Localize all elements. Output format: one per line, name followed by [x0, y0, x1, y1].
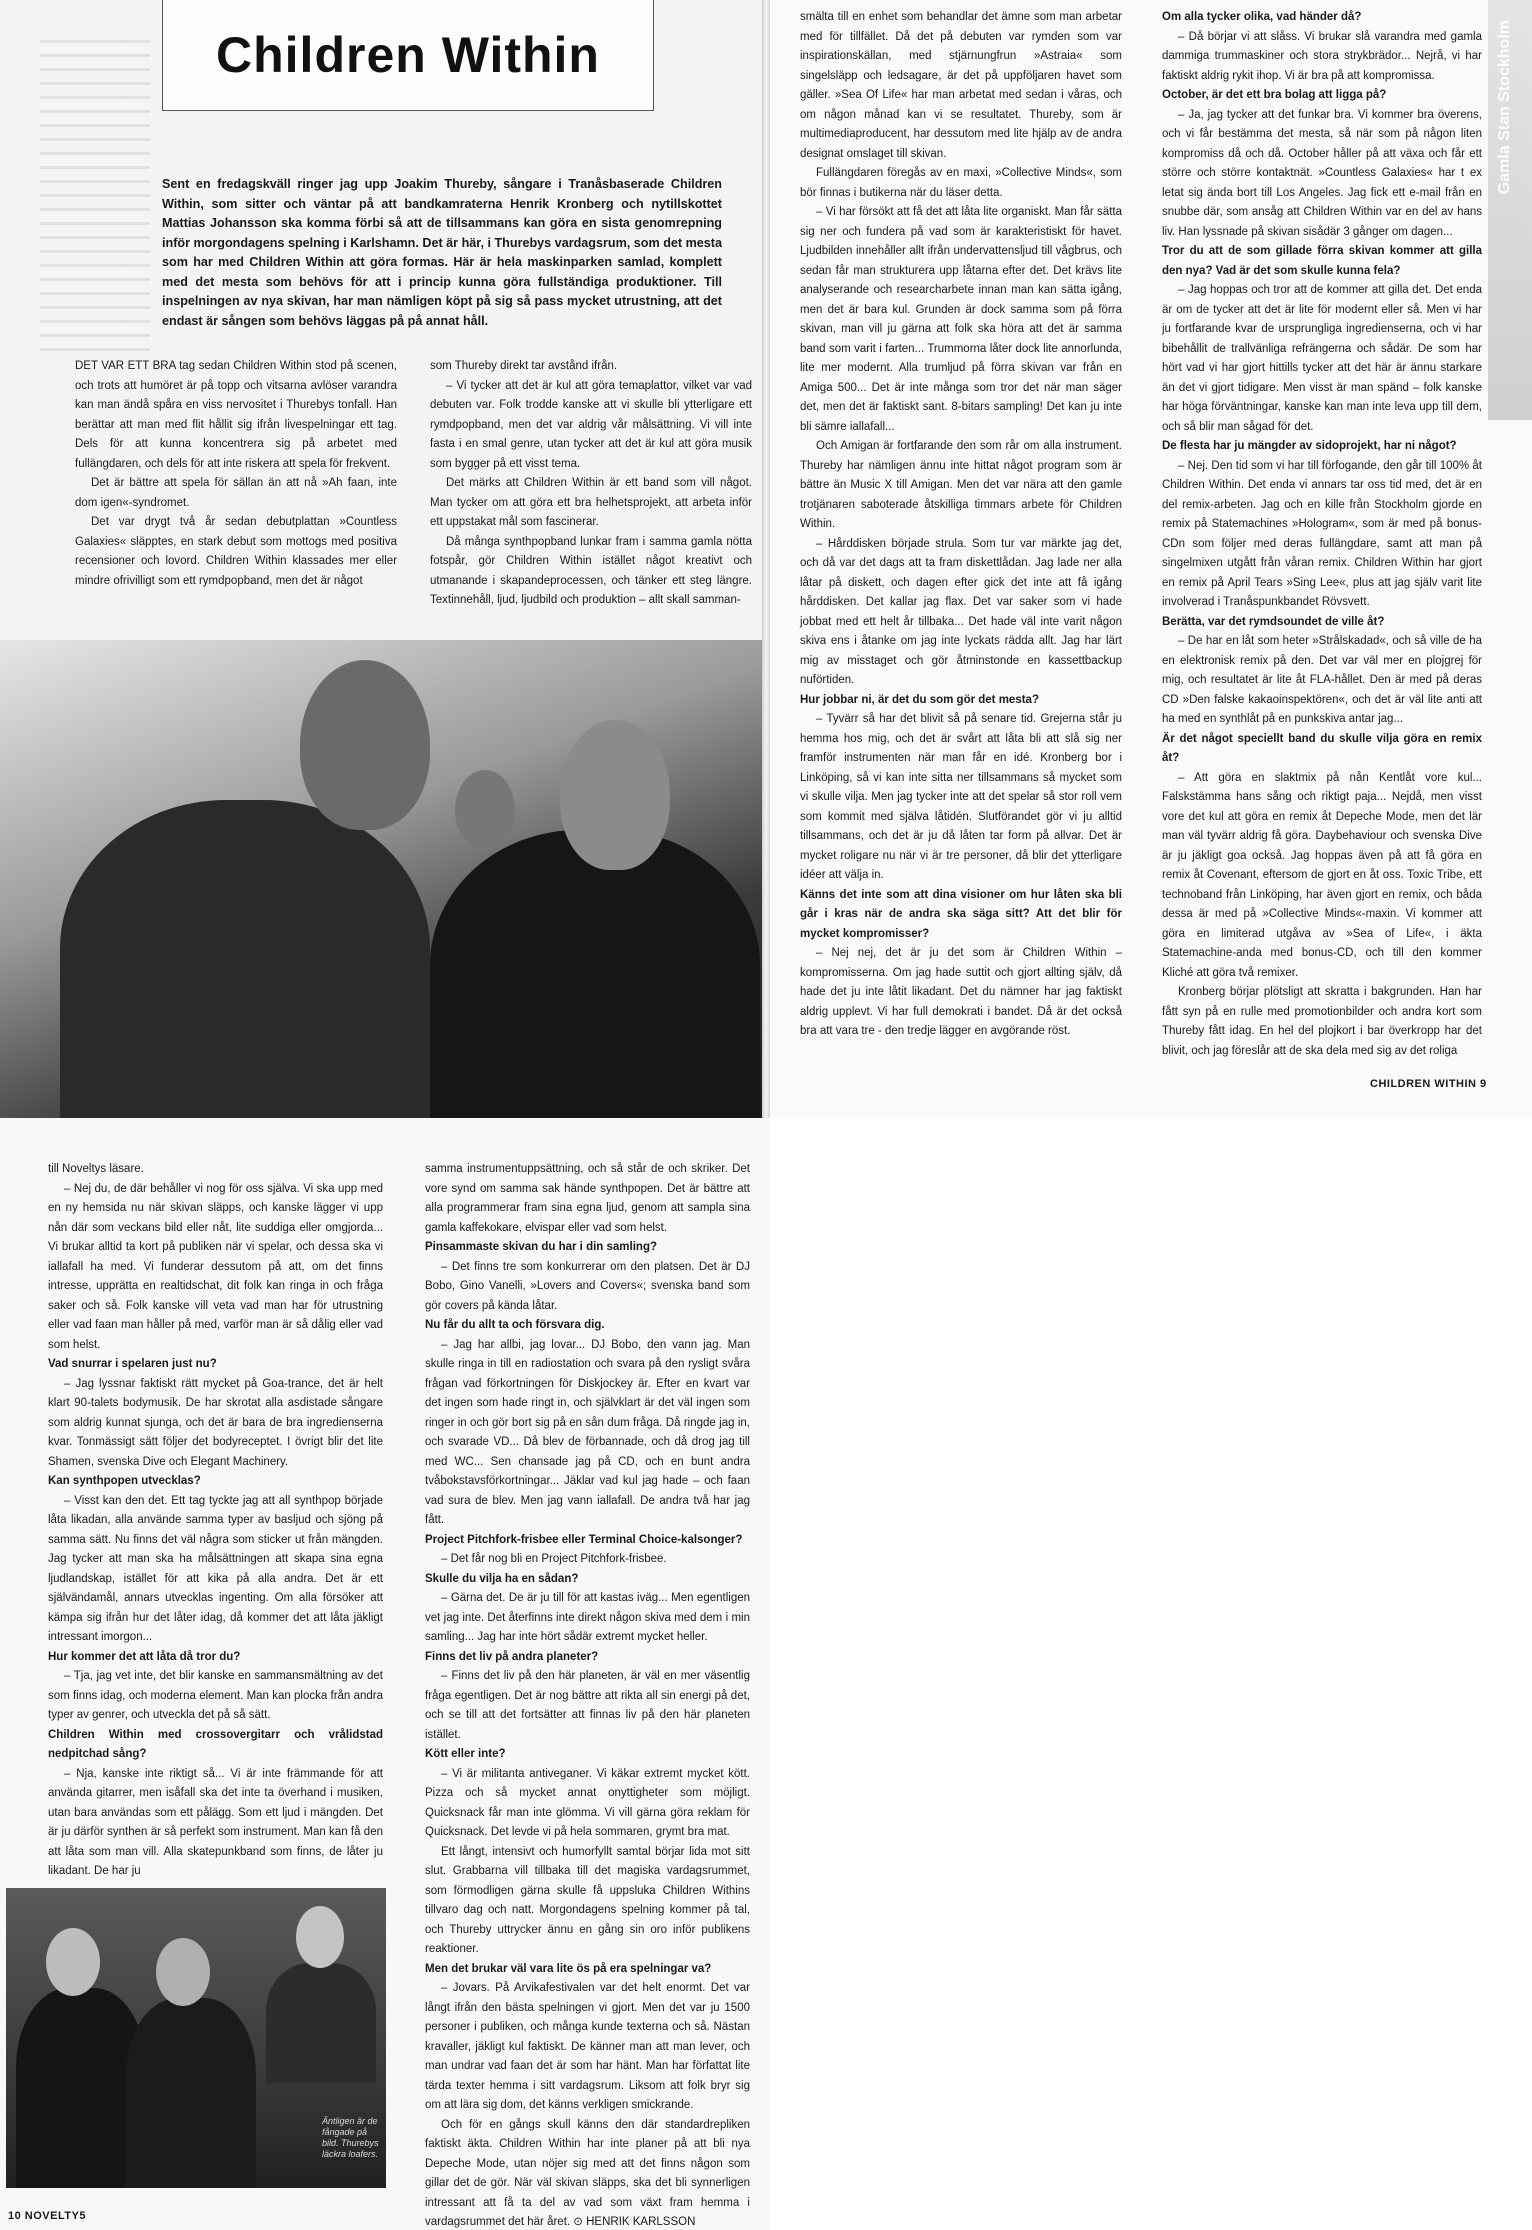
paragraph: – Vi är militanta antiveganer. Vi käkar extremt mycket kött. Pizza och så mycket annat onyttigheter som möjligt. Quicksnack får man inte glömma. Vi vill gärna göra reklam för Quicksnack. Det levde vi på hela sommaren, grymt bra mat.	[425, 1767, 750, 1838]
interview-question: Finns det liv på andra planeter?	[425, 1650, 599, 1663]
article-title: Children Within	[216, 27, 600, 83]
paragraph: Kronberg börjar plötsligt att skratta i bakgrunden. Han har fått syn på en rulle med promotionbilder och andra kort som Thureby fått idag. En hel del plojkort i bar överkropp har det blivit, och jag föreslår att de ska dela med sig av det roliga	[1162, 986, 1482, 1057]
interview-question: Tror du att de som gillade förra skivan kommer att gilla den nya? Vad är det som skulle kunna fela?	[1162, 245, 1482, 277]
paragraph: – Hårddisken började strula. Som tur var märkte jag det, och då var det dags att ta fram diskettlådan. Jag lade ner alla låtar på diskett, och dagen efter gick det inte att få igång hårddisken. Det kallar jag flax. Det var saker som vi hade jobbat med ett helt år tillbaka... Det hade väl inte varit någon skiva ens i åtanke om jag inte lyckats rädda allt. Jag har lärt mig av misstaget och gör åtminstonde en kassettbackup nuförtiden.	[800, 537, 1122, 686]
paragraph: – Visst kan den det. Ett tag tyckte jag att all synthpop började låta likadan, alla använde samma typer av basljud och sjöng på samma sätt. Nu finns det väl några som sticker ut från mängden. Jag tycker att man ska ha målsättningen att skapa sina egna ljudlandskap, istället för att kika på alla andra. Det är ett självändamål, annars utvecklas ingenting. Om alla försöker att kämpa sig ifrån hur det låter idag, då kommer det att låta jäkligt intressant imorgon...	[48, 1494, 383, 1643]
band-member-2-body	[126, 1998, 256, 2188]
paragraph: – Nej nej, det är ju det som är Children Within – kompromisserna. Om jag hade suttit och gjort allting själv, då hade det ju inte låtit likadant. Det du nämner har jag faktiskt aldrig upplevt. Vi har full demokrati i bandet. Då är det också bra att vara tre - den tredje lägger en avgörande röst.	[800, 947, 1122, 1037]
band-member-2-head	[560, 720, 670, 870]
interview-question: Men det brukar väl vara lite ös på era spelningar va?	[425, 1962, 712, 1975]
paragraph: – Jag har allbi, jag lovar... DJ Bobo, den vann jag. Man skulle ringa in till en radiostation och svara på den rysligt svåra frågan vad förkortningen för Diskjockey är. Efter en kvart var det ingen som hade ringt in, och självklart är det väl ingen som ringer in och gör bort sig på en sån dum fråga. Då ringde jag in, och svarade VD... Då blev de förbannade, och då drog jag till med WC... Sen chansade jag på CD, och en bunt andra tvåbokstavsförkortningar... Jäklar vad kul jag hade – och faan vad sura de blev. Men jag vann iallafall. De andra två har jag fått.	[425, 1338, 750, 1526]
interview-question: Känns det inte som att dina visioner om hur låten ska bli går i kras när de andra ska säga sitt? Att det blir för mycket kompromisser?	[800, 888, 1122, 940]
paragraph: – Nja, kanske inte riktigt så... Vi är inte främmande för att använda gitarrer, men isåfall ska det inte ta överhand i musiken, utan bara användas som ett pålägg. Som ett ljud i mängden. Det är ju därför synthen är så perfekt som instrument. Man kan få den att låta som man vill. Alla skatepunkband som finns, de låter ju likadant. De har ju	[48, 1767, 383, 1877]
paragraph: – Nej. Den tid som vi har till förfogande, den går till 100% åt Children Within. Det enda vi annars tar oss tid med, det är en del remix-arbeten. Jag och en kille från Stockholm gjorde en remix på Statemachines »Hologram«, som är med på bonus-CDn som följer med deras fullängdare, samt att man på singelmixen utgått från våran remix. Children Within har gjort en remix på April Tears »Sing Lee«, plus att jag själv varit lite involverad i Tranåspunkbandet Rövsvett.	[1162, 459, 1482, 608]
band-member-2-body	[430, 830, 760, 1118]
side-tab-text: Gamla Stan Stockholm	[1496, 20, 1513, 195]
paragraph: – De har en låt som heter »Strålskadad«, och så ville de ha en elektronisk remix på den. Det var väl mer en plojgrej för mig, och resultatet är lite åt FLA-hållet. Den är med på deras CD »Den falske kakaoinspektören«, och det är väl lite anti att ha med en synthlåt på en punkskiva antar jag...	[1162, 635, 1482, 725]
page9-column-2	[1162, 8, 1482, 1061]
paragraph: – Jag lyssnar faktiskt rätt mycket på Goa-trance, det är helt klart 90-talets bodymusik. De har skrotat alla asdistade sångare som aldrig kunnat sjunga, och det är bara de bra ingredienserna kvar. Tonmässigt sätt följer det bodyreceptet. I övrigt blir det lite Shamen, svenska Dive och Elegant Machinery.	[48, 1377, 383, 1468]
interview-question: Berätta, var det rymdsoundet de ville åt?	[1162, 615, 1385, 628]
bleed-through-text	[40, 40, 150, 360]
spine-gutter	[762, 0, 770, 1118]
page9-column-1	[800, 8, 1122, 1042]
paragraph: DET VAR ETT BRA tag sedan Children Within stod på scenen, och trots att humöret är på topp och vitsarna avlöser varandra kan man ändå spåra en viss nervositet i Thurebys tonfall. Han berättar att man med flit hållit sig ifrån livespelningar ett tag. Dels för att kunna koncentrera sig på arbetet med fullängdaren, och dels för att inte riskera att spela för frekvent.	[75, 360, 397, 470]
page8-column-1	[75, 357, 397, 591]
paragraph: – Då börjar vi att slåss. Vi brukar slå varandra med gamla dammiga trummaskiner och stora strykbrädor... Nejrå, vi har faktiskt aldrig rykit ihop. Vi är bra på att kompromissa.	[1162, 30, 1482, 82]
interview-question: Vad snurrar i spelaren just nu?	[48, 1358, 217, 1370]
page8-column-2	[430, 357, 752, 611]
page10-column-1	[48, 1160, 383, 1882]
paragraph: – Det finns tre som konkurrerar om den platsen. Det är DJ Bobo, Gino Vanelli, »Lovers and Covers«; svenska band som gör covers på kända låtar.	[425, 1260, 750, 1312]
interview-question: Pinsammaste skivan du har i din samling?	[425, 1241, 657, 1253]
band-member-1-body	[60, 800, 430, 1118]
page-folio-right: CHILDREN WITHIN 9	[1370, 1078, 1487, 1090]
paragraph: smälta till en enhet som behandlar det ämne som man arbetar med för tillfället. Då det på debuten var rymden som var inspirationskällan, med stjärnungfrun »Astraia« som singelsläpp och ledsagare, är det på uppföljaren havet som gäller. »Sea Of Life« har man arbetat med sedan i våras, och om någon månad kan vi se resultatet. Thureby, som är multimediaproducent, har dessutom med lite hjälp av de andra designat omslaget till skivan.	[800, 11, 1122, 160]
interview-question: Skulle du vilja ha en sådan?	[425, 1572, 579, 1585]
interview-question: October, är det ett bra bolag att ligga på?	[1162, 89, 1387, 101]
side-photo-strip	[1488, 0, 1532, 420]
lead-paragraph: Sent en fredagskväll ringer jag upp Joakim Thureby, sångare i Tranåsbaserade Children Within, som sitter och väntar på att bandkamraterna Henrik Kronberg och nytillskottet Mattias Johansson ska komma förbi så att de tillsammans kan göra en sista genomrepning inför morgondagens spelning i Karlshamn. Det är här, i Thurebys vardagsrum, som det mesta som har med Children Within att göra formas. Här är hela maskinparken samlad, komplett med det mesta som behövs för att i princip kunna göra fullständiga produktioner. Till inspelningen av nya skivan, har man nämligen köpt på sig så pass mycket utrustning, att det endast är sången som behövs läggas på på annat håll.	[162, 177, 722, 328]
paragraph: – Nej du, de där behåller vi nog för oss själva. Vi ska upp med en ny hemsida nu när skivan släpps, och kanske lägger vi upp nån där som veckans bild eller nåt, lite suddiga eller omgjorda... Vi brukar alltid ta kort på publiken när vi spelar, och dessa ska vi iallafall ha med. Vi funderar dessutom på att, om det finns intresse, upprätta en realtidschat, dit folk kan ringa in och fråga saker och så. Folk kanske vill veta vad man har för utrustning eller vad faan man håller på med, varför man är så dålig eller vad som helst.	[48, 1182, 383, 1351]
paragraph: – Gärna det. De är ju till för att kastas iväg... Men egentligen vet jag inte. Det återfinns inte direkt någon skiva med dem i min samling... Jag har inte hört sådär extremt mycket heller.	[425, 1592, 750, 1643]
interview-question: Kan synthpopen utvecklas?	[48, 1475, 201, 1487]
interview-question: Children Within med crossovergitarr och vrålidstad nedpitchad sång?	[48, 1728, 383, 1760]
title-box	[162, 0, 654, 111]
band-member-1-face	[46, 1928, 100, 1996]
interview-question: Hur jobbar ni, är det du som gör det mesta?	[800, 693, 1039, 706]
band-group-photo	[6, 1888, 386, 2188]
paragraph: som Thureby direkt tar avstånd ifrån.	[430, 360, 618, 372]
paragraph: samma instrumentuppsättning, och så står de och skriker. Det vore synd om samma sak hände synthpopen. Det är bättre att alla programmerar fram sina egna ljud, genom att sampla sina gamla kaffekokare, elvispar eller vad som helst.	[425, 1163, 750, 1234]
paragraph: – Tja, jag vet inte, det blir kanske en sammansmältning av det som finns idag, och moderna element. Man kan plocka från andra typer av genrer, och utveckla det på så sätt.	[48, 1670, 383, 1721]
paragraph: – Att göra en slaktmix på nån Kentlåt vore kul... Falskstämma hans sång och riktigt paja... Nejdå, men visst vore det kul att göra en remix åt Depeche Mode, men det lär man väl tyvärr aldrig få göra. Daybehaviour och svenska Dive är ju jäkligt goa också. Jag hoppas även på att få göra en remix åt Covenant, eftersom de gjort en åt oss. Toxic Tribe, ett technoband från Linköping, har även gjort en remix, och båda dessa är med på »Collective Minds«-maxin. Vi kommer att göra en limiterad utgåva av »Sea of Life«, i äkta Statemachine-anda med bonus-CD, och till den kommer Kliché att göra två remixer.	[1162, 771, 1482, 979]
paragraph: Då många synthpopband lunkar fram i samma gamla nötta fotspår, gör Children Within istället något kreativt och utmanande i skapandeprocessen, och tänker ett steg längre. Textinnehåll, ljud, ljudbild och produktion – allt skall samman-	[430, 535, 752, 606]
page-8	[0, 0, 762, 1118]
paragraph: Och för en gångs skull känns den där standardrepliken faktiskt äkta. Children Within har inte planer på att bli nya Depeche Mode, utan nöjer sig med att det finns någon som gillar det de gör. När väl skivan släpps, ska det bli synnerligen intressant att få ta del av vad som växt fram hemma i vardagsrummet det här året. ⊙ HENRIK KARLSSON	[425, 2118, 750, 2228]
paragraph: – Det får nog bli en Project Pitchfork-frisbee.	[441, 1553, 667, 1565]
paragraph: Det märks att Children Within är ett band som vill något. Man tycker om att göra ett bra helhetsprojekt, att arbeta inför ett uppstakat mål som fascinerar.	[430, 477, 752, 528]
page-9	[770, 0, 1532, 1118]
interview-question: Project Pitchfork-frisbee eller Terminal Choice-kalsonger?	[425, 1533, 743, 1546]
band-member-3-head	[455, 770, 515, 850]
band-member-1-head	[300, 660, 430, 830]
paragraph: Fullängdaren föregås av en maxi, »Collective Minds«, som bör finnas i butikerna när du läser detta.	[800, 167, 1122, 199]
paragraph: – Jag hoppas och tror att de kommer att gilla det. Det enda är om de tycker att det är lite för modernt eller så. Men vi har ju fortfarande kvar de ursprungliga ingredienserna, och vi har bibehållit de trallvänliga refrängerna och sådär. De som har hört vad vi har gjort hittills tycker att det här är ännu starkare än det vi gjort tidigare. Men visst är man spänd – folk kanske har höga förväntningar, kanske kan man inte leva upp till dem, och så blir man sågad för det.	[1162, 284, 1482, 433]
interview-question: Nu får du allt ta och försvara dig.	[425, 1319, 605, 1331]
paragraph: Och Amigan är fortfarande den som rår om alla instrument. Thureby har nämligen ännu inte hittat något program som är bättre än Music X till Amigan. Men det var nära att den gamle trotjänaren saboterade åtskilliga timmars arbete för Children Within.	[800, 440, 1122, 530]
page-folio-left: 10 NOVELTY5	[8, 2210, 87, 2222]
photo-caption: Äntligen är de fångade på bild. Thurebys läckra loafers.	[322, 2116, 379, 2159]
interview-question: Om alla tycker olika, vad händer då?	[1162, 11, 1362, 23]
band-member-2-face	[156, 1938, 210, 2006]
paragraph: – Vi tycker att det är kul att göra temaplattor, vilket var vad debuten var. Folk trodde kanske att vi skulle bli ytterligare ett rymdpopband, men det var aldrig vår målsättning. Vi vill inte fasta i en smal genre, utan tycker att det är kul att göra musik som bygger på ett visst tema.	[430, 379, 752, 470]
paragraph: till Noveltys läsare.	[48, 1163, 144, 1175]
paragraph: – Finns det liv på den här planeten, är väl en mer väsentlig fråga egentligen. Det är nog bättre att rikta all sin energi på det, och se till att det fortsätter att finnas liv på den här planeten istället.	[425, 1670, 750, 1741]
band-photo	[0, 640, 762, 1118]
interview-question: Är det något speciellt band du skulle vilja göra en remix åt?	[1162, 732, 1482, 764]
paragraph: Ett långt, intensivt och humorfyllt samtal börjar lida mot sitt slut. Grabbarna vill tillbaka till det magiska vardagsrummet, som förmodligen gärna skulle få uppsluka Children Withins tillvaro dag och natt. Morgondagens spelning kommer på tal, och Thureby uttrycker ännu en gång sin oro inför publikens reaktioner.	[425, 1845, 750, 1955]
page-10	[0, 1118, 770, 2230]
paragraph: Det är bättre att spela för sällan än att nå »Ah faan, inte dom igen«-syndromet.	[75, 477, 397, 509]
paragraph: – Ja, jag tycker att det funkar bra. Vi kommer bra överens, och vi får bestämma det mesta, så när som på någon liten kompromiss då och då. October håller på att växa och får ett större och större kontaktnät. »Countless Galaxies« har t ex letat sig ända bort till Los Angeles. Jag fick ett e-mail från en snubbe där, som ansåg att Children Within var en del av hans liv. Han lyssnade på skivan sisådär 3 gånger om dagen...	[1162, 108, 1482, 238]
band-member-3-face	[296, 1906, 344, 1968]
paragraph: – Vi har försökt att få det att låta lite organiskt. Man får sätta sig ner och fundera på vad som är karakteristiskt för havet. Ljudbilden innehåller allt ifrån undervattensljud till vågbrus, och sedan får man strukturera upp låtarna efter det. Det krävs lite analyserande och researcharbete innan man kan sätta igång, men det är bara kul. Grunden är dock samma som på förra skivan, man vill ju gärna att folk ska höra att det är samma band som varit i farten... Trummorna låter dock lite annorlunda, lite mer modernt. Alla trumljud på förra skivan var från en Amiga 500... Det är inte många som tror det när man säger det, men det är faktiskt sant. 8-bitars sampling! Det kan ju inte bli sämre iallafall...	[800, 206, 1122, 433]
interview-question: Hur kommer det att låta då tror du?	[48, 1650, 241, 1663]
paragraph: – Jovars. På Arvikafestivalen var det helt enormt. Det var långt ifrån den bästa spelningen vi gjort. Men det var ju 1500 personer i publiken, och många kunde texterna och så. Nästan kravaller, jäkligt kul faktiskt. De känner man att man lever, och man undrar vad faan det är som har hänt. Man har författat lite tärda texter hemma i sitt vardagsrum. Liksom att folk bryr sig om att lära sig dom, det känns verkligen smickrande.	[425, 1982, 750, 2111]
paragraph: Det var drygt två år sedan debutplattan »Countless Galaxies« släpptes, en stark debut som mottogs med positiva recensioner och lovord. Children Within klassades mer eller mindre ofrivilligt som ett rymdpopband, men det är något	[75, 516, 397, 587]
paragraph: – Tyvärr så har det blivit så på senare tid. Grejerna står ju hemma hos mig, och det är svårt att låta bli att slå sig ner framför instrumenten när man får en idé. Kronberg bor i Linköping, så vi kan inte sitta ner tillsammans så mycket som vi skulle vilja. Men jag tycker inte att det spelar så stor roll vem som kommit med själva låtidén. Slutförandet gör vi ju alltid tillsammans, och det är ju då låten tar form på allvar. Det är mycket roligare nu när vi är tre personer, då blir det ytterligare idéer att välja in.	[800, 713, 1122, 881]
interview-question: Kött eller inte?	[425, 1748, 506, 1760]
page10-column-2	[425, 1160, 750, 2230]
interview-question: De flesta har ju mängder av sidoprojekt, har ni något?	[1162, 440, 1457, 452]
band-member-3-body	[266, 1963, 376, 2083]
